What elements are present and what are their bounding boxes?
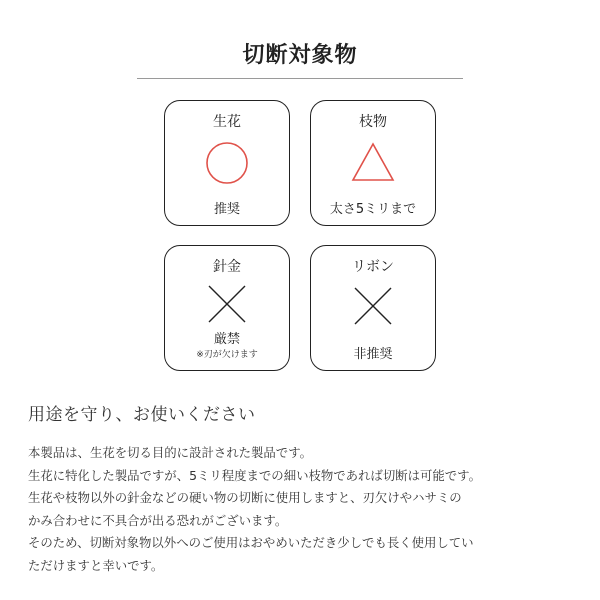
card-branch-name: 枝物	[359, 114, 387, 130]
notice-heading: 用途を守り、お使いください	[28, 405, 256, 425]
notice-line: 本製品は、生花を切る目的に設計された製品です。	[28, 445, 312, 460]
triangle-icon	[349, 139, 397, 187]
title-divider	[137, 78, 463, 79]
notice-line: 生花に特化した製品ですが、5ミリ程度までの細い枝物であれば切断は可能です。	[28, 467, 481, 483]
cross-icon	[349, 282, 397, 330]
card-fresh-flower-status: 推奨	[213, 202, 240, 217]
card-fresh-flower-name: 生花	[213, 114, 241, 130]
notice-line: かみ合わせに不具合が出る恐れがございます。	[28, 512, 288, 528]
card-ribbon	[310, 245, 436, 371]
cross-icon	[203, 280, 251, 328]
card-fresh-flower	[164, 100, 290, 226]
card-wire	[164, 245, 290, 371]
notice-line: そのため、切断対象物以外へのご使用はおやめいただき少しでも長く使用してい	[28, 535, 474, 550]
card-wire-name: 針金	[213, 259, 241, 275]
card-branch	[310, 100, 436, 226]
circle-icon	[203, 139, 251, 187]
card-ribbon-name: リボン	[352, 259, 394, 275]
notice-line: 生花や枝物以外の針金などの硬い物の切断に使用しますと、刃欠けやハサミの	[28, 490, 462, 505]
card-wire-status: 厳禁	[213, 332, 240, 347]
card-wire-note: ※刃が欠けます	[196, 350, 258, 360]
notice-body	[28, 442, 588, 577]
notice-line: ただけますと幸いです。	[28, 557, 164, 573]
card-branch-status: 太さ5ミリまで	[329, 202, 417, 217]
card-ribbon-status: 非推奨	[353, 347, 393, 362]
page-title: 切断対象物	[242, 43, 358, 68]
